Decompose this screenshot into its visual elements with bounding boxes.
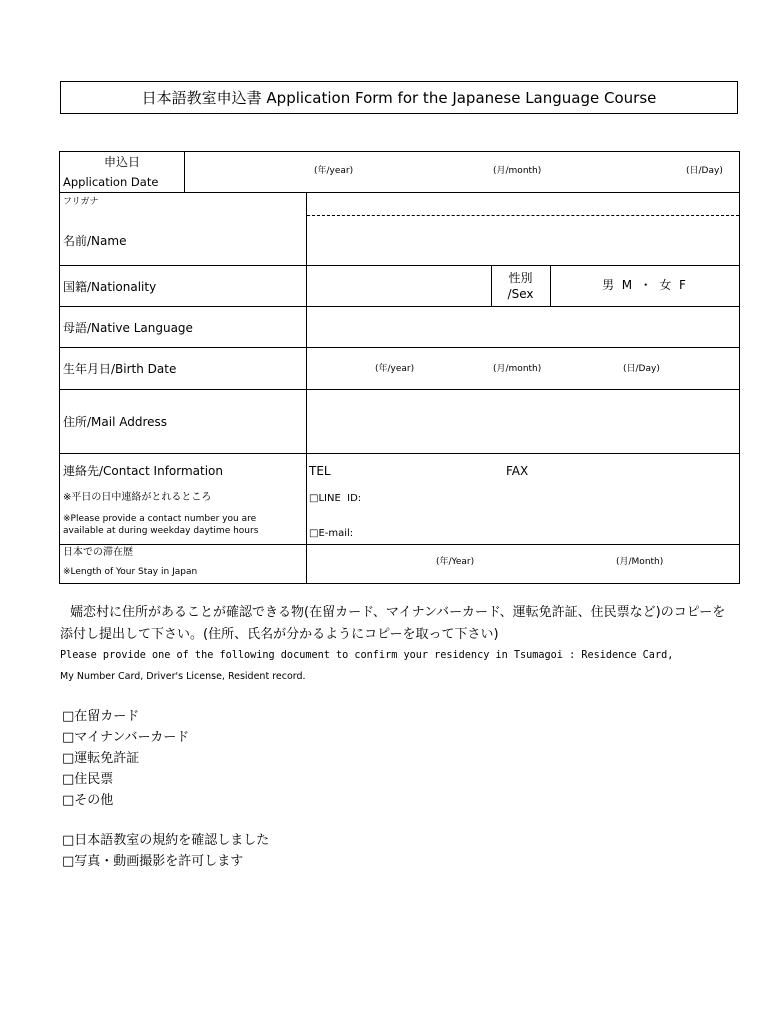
doc-other-checkbox[interactable]: □その他 xyxy=(62,793,114,808)
stay-month: (月/Month) xyxy=(616,557,664,567)
contact-note-jp: ※平日の日中連絡がとれるところ xyxy=(63,492,212,503)
row-divider xyxy=(60,265,739,266)
instructions-en-line1: Please provide one of the following document to confirm your residency in Tsumagoi : Residence Card, xyxy=(60,650,674,661)
col-divider xyxy=(306,192,307,584)
doc-my-number-card-checkbox[interactable]: □マイナンバーカード xyxy=(62,730,190,745)
application-date-label-jp: 申込日 xyxy=(103,155,140,169)
application-form-table xyxy=(59,151,740,584)
native-language-field[interactable] xyxy=(309,308,737,345)
address-field[interactable] xyxy=(309,391,737,451)
contact-note-en-2: available at during weekday daytime hours xyxy=(63,526,259,536)
stay-field[interactable] xyxy=(309,546,737,581)
stay-label-jp: 日本での滞在歴 xyxy=(63,547,133,558)
doc-drivers-license-checkbox[interactable]: □運転免許証 xyxy=(62,751,140,766)
instructions-jp-line2: 添付し提出して下さい。(住所、氏名が分かるようにコピーを取って下さい) xyxy=(60,627,499,642)
instructions-en-line2: My Number Card, Driver's License, Resident record. xyxy=(60,671,306,682)
form-title-text: 日本語教室申込書 Application Form for the Japanese Language Course xyxy=(141,89,657,107)
contact-label: 連絡先/Contact Information xyxy=(63,464,224,478)
application-date-month: (月/month) xyxy=(493,166,542,176)
instructions-jp-line1: 嬬恋村に住所があることが確認できる物(在留カード、マイナンバーカード、運転免許証、住民票など)のコピーを xyxy=(70,605,726,620)
row-divider xyxy=(60,453,739,454)
birth-date-field[interactable] xyxy=(309,349,737,387)
furigana-divider xyxy=(307,215,739,216)
agree-rules-checkbox[interactable]: □日本語教室の規約を確認しました xyxy=(62,833,270,848)
line-id-checkbox[interactable]: □LINE ID: xyxy=(309,493,362,504)
birth-date-year: (年/year) xyxy=(375,364,415,374)
row-divider xyxy=(60,544,739,545)
name-field[interactable] xyxy=(309,218,737,263)
email-checkbox[interactable]: □E-mail: xyxy=(309,528,354,539)
row-divider xyxy=(60,192,739,193)
furigana-label: フリガナ xyxy=(63,197,99,207)
tel-label: TEL xyxy=(309,464,331,478)
doc-residence-card-checkbox[interactable]: □在留カード xyxy=(62,709,140,724)
birth-date-month: (月/month) xyxy=(493,364,542,374)
row-divider xyxy=(60,347,739,348)
birth-date-day: (日/Day) xyxy=(623,364,660,374)
address-label: 住所/Mail Address xyxy=(63,415,168,429)
application-date-label-en: Application Date xyxy=(63,175,159,189)
furigana-field[interactable] xyxy=(309,194,737,214)
birth-date-label: 生年月日/Birth Date xyxy=(63,362,177,376)
agree-photo-checkbox[interactable]: □写真・動画撮影を許可します xyxy=(62,854,244,869)
sex-label-en: /Sex xyxy=(507,287,534,301)
nationality-label: 国籍/Nationality xyxy=(63,280,157,294)
native-language-label: 母語/Native Language xyxy=(63,321,193,335)
fax-label: FAX xyxy=(506,464,529,478)
row-divider xyxy=(60,389,739,390)
row-divider xyxy=(60,306,739,307)
stay-year: (年/Year) xyxy=(436,557,475,567)
col-divider xyxy=(184,152,185,192)
name-label: 名前/Name xyxy=(63,234,127,248)
application-date-field[interactable] xyxy=(186,154,736,190)
nationality-field[interactable] xyxy=(309,267,489,304)
stay-label-en: ※Length of Your Stay in Japan xyxy=(63,567,198,577)
doc-resident-record-checkbox[interactable]: □住民票 xyxy=(62,772,114,787)
sex-options[interactable]: 男 M ・ 女 F xyxy=(602,278,686,292)
application-date-day: (日/Day) xyxy=(686,166,723,176)
sex-label-jp: 性別 xyxy=(508,271,533,285)
contact-note-en-1: ※Please provide a contact number you are xyxy=(63,514,257,524)
form-title xyxy=(60,81,738,114)
application-date-year: (年/year) xyxy=(314,166,354,176)
